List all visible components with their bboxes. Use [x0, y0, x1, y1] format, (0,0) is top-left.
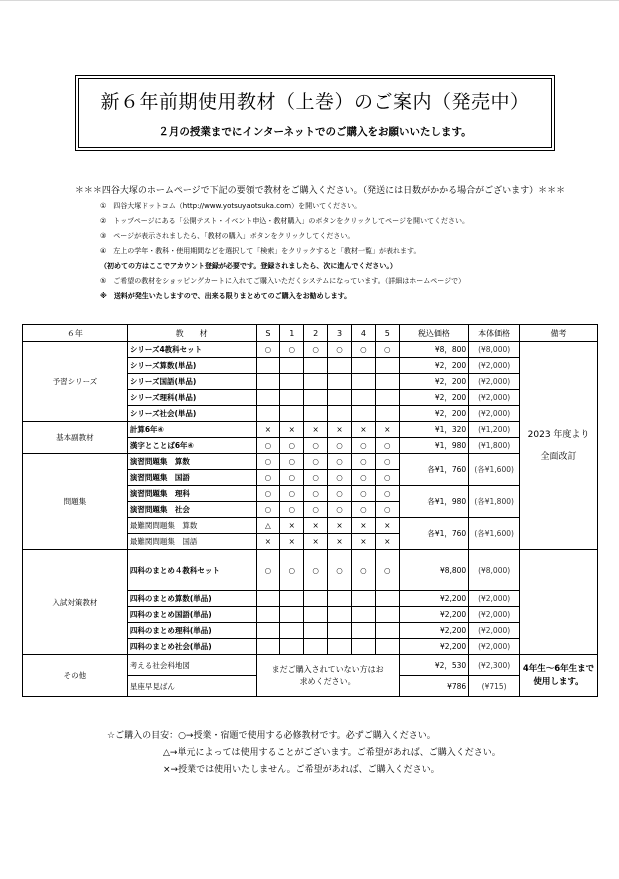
- mark-cell: ×: [351, 518, 375, 534]
- item-name: シリーズ算数(単品): [127, 358, 256, 374]
- mark-cell: ×: [328, 422, 352, 438]
- mark-cell: ×: [351, 534, 375, 550]
- mark-cell: [328, 358, 352, 374]
- mark-cell: ○: [375, 454, 399, 470]
- mark-cell: ○: [256, 550, 280, 591]
- step-number: ③: [100, 232, 107, 240]
- item-name: シリーズ4教科セット: [127, 342, 256, 358]
- mark-cell: [375, 639, 399, 655]
- step-item: [100, 259, 600, 274]
- mark-cell: [328, 406, 352, 422]
- group-label: 問題集: [23, 454, 128, 550]
- step-number: ※: [100, 292, 107, 300]
- header-price: 税込価格: [399, 325, 469, 342]
- top-border-line: [0, 0, 619, 1]
- tax-price: ¥1，980: [399, 438, 469, 454]
- mark-cell: ○: [280, 486, 304, 502]
- step-text: （初めての方はここでアカウント登録が必要です。登録されましたら、次に進んでください。）: [100, 262, 397, 270]
- header-material: 教 材: [127, 325, 256, 342]
- table-row: [23, 655, 598, 676]
- mark-cell: ×: [375, 518, 399, 534]
- purchase-guide-notes: [107, 728, 501, 779]
- mark-cell: ○: [328, 550, 352, 591]
- mark-cell: [280, 639, 304, 655]
- mark-cell: [280, 390, 304, 406]
- item-name: 演習問題集 国語: [127, 470, 256, 486]
- base-price: (各¥1,800): [469, 486, 520, 518]
- item-name: 星座早見ばん: [127, 676, 256, 697]
- tax-price: ¥8，800: [399, 342, 469, 358]
- table-row: [23, 550, 598, 591]
- mark-cell: [375, 623, 399, 639]
- mark-cell: [280, 374, 304, 390]
- mark-cell: [256, 390, 280, 406]
- item-name: 漢字とことば6年④: [127, 438, 256, 454]
- mark-cell: ○: [375, 342, 399, 358]
- base-price: (¥8,000): [469, 342, 520, 358]
- mark-cell: [256, 607, 280, 623]
- tax-price: 各¥1，980: [399, 486, 469, 518]
- mark-cell: ○: [328, 502, 352, 518]
- mark-cell: ×: [304, 534, 328, 550]
- mark-cell: ○: [351, 438, 375, 454]
- tax-price: ¥2,200: [399, 639, 469, 655]
- mark-cell: ×: [375, 534, 399, 550]
- base-price: (¥2,000): [469, 607, 520, 623]
- materials-table: [22, 324, 598, 697]
- mark-cell: [351, 390, 375, 406]
- mark-cell: [375, 591, 399, 607]
- mark-cell: [328, 591, 352, 607]
- table-row: [23, 422, 598, 438]
- note-line: ☆ご購入の目安：○→授業・宿題で使用する必修教材です。必ずご購入ください。: [107, 731, 436, 741]
- step-item: [100, 289, 600, 304]
- step-text: 左上の学年・教科・使用期間などを選択して「検索」をクリックすると「教材一覧」が表れます。: [113, 247, 421, 255]
- mark-cell: ○: [280, 470, 304, 486]
- tax-price: ¥1，320: [399, 422, 469, 438]
- mark-cell: [304, 607, 328, 623]
- item-name: 考える社会科地図: [127, 655, 256, 676]
- mark-cell: ○: [304, 550, 328, 591]
- mark-cell: [351, 591, 375, 607]
- item-name: 四科のまとめ国語(単品): [127, 607, 256, 623]
- group-label: 基本副教材: [23, 422, 128, 454]
- tax-price: 各¥1，760: [399, 518, 469, 550]
- mark-cell: [304, 390, 328, 406]
- mark-cell: ×: [351, 422, 375, 438]
- tax-price: ¥2，200: [399, 358, 469, 374]
- base-price: (¥715): [469, 676, 520, 697]
- item-name: 演習問題集 理科: [127, 486, 256, 502]
- mark-cell: [328, 623, 352, 639]
- mark-cell: ○: [280, 438, 304, 454]
- mark-cell: [375, 406, 399, 422]
- header-1: 1: [280, 325, 304, 342]
- header-base-price: 本体価格: [469, 325, 520, 342]
- step-number: ②: [100, 217, 107, 225]
- step-number: ④: [100, 247, 107, 255]
- remarks-cell: [520, 342, 598, 550]
- mark-cell: ○: [375, 502, 399, 518]
- base-price: (¥2,000): [469, 406, 520, 422]
- mark-cell: ○: [280, 342, 304, 358]
- item-name: シリーズ国語(単品): [127, 374, 256, 390]
- mark-cell: [280, 607, 304, 623]
- mark-cell: ×: [280, 422, 304, 438]
- step-text: ページが表示されましたら、「教材の購入」ボタンをクリックしてください。: [113, 232, 355, 240]
- step-text: トップページにある「公開テスト・イベント申込・教材購入」のボタンをクリックしてページを開いてください。: [113, 217, 469, 225]
- mark-cell: ×: [280, 518, 304, 534]
- mark-cell: ○: [328, 438, 352, 454]
- step-number: ①: [100, 202, 107, 210]
- mark-cell: ○: [351, 454, 375, 470]
- mark-cell: ○: [328, 454, 352, 470]
- mark-cell: ○: [256, 454, 280, 470]
- tax-price: ¥2,200: [399, 591, 469, 607]
- base-price: (¥2,000): [469, 639, 520, 655]
- tax-price: 各¥1，760: [399, 454, 469, 486]
- base-price: (各¥1,600): [469, 454, 520, 486]
- mark-cell: ○: [375, 486, 399, 502]
- mark-cell: [304, 623, 328, 639]
- mark-cell: ×: [256, 422, 280, 438]
- mark-cell: [351, 374, 375, 390]
- mark-cell: [280, 358, 304, 374]
- mark-cell: ○: [328, 342, 352, 358]
- mark-cell: ○: [256, 342, 280, 358]
- mark-cell: ○: [351, 342, 375, 358]
- remarks-text: 全面改訂: [540, 451, 577, 462]
- step-text: 四谷大塚ドットコム（http://www.yotsuyaotsuka.com）を開いてください。: [113, 202, 362, 210]
- base-price: (¥2,000): [469, 591, 520, 607]
- mark-cell: [256, 591, 280, 607]
- title-box: [75, 75, 555, 151]
- mark-cell: [256, 374, 280, 390]
- header-4: 4: [351, 325, 375, 342]
- remarks-grade-note: 4年生～6年生まで使用します。: [520, 655, 598, 697]
- mark-cell: ○: [328, 486, 352, 502]
- other-note: まだご購入されていない方はお求めください。: [256, 655, 399, 697]
- note-line: ×→授業では使用いたしません。ご希望があれば、ご購入ください。: [163, 765, 440, 775]
- mark-cell: ○: [256, 438, 280, 454]
- step-item: [100, 214, 600, 229]
- step-item: [100, 274, 600, 289]
- mark-cell: [280, 406, 304, 422]
- step-item: [100, 244, 600, 259]
- item-name: 最難関問題集 国語: [127, 534, 256, 550]
- item-name: シリーズ理科(単品): [127, 390, 256, 406]
- note-line: △→単元によっては使用することがございます。ご希望があれば、ご購入ください。: [163, 748, 501, 758]
- mark-cell: ○: [304, 342, 328, 358]
- step-text: 送料が発生いたしますので、出来る限りまとめてのご購入をお勧めします。: [113, 292, 352, 300]
- table-header-row: [23, 325, 598, 342]
- item-name: 計算6年④: [127, 422, 256, 438]
- mark-cell: [375, 607, 399, 623]
- mark-cell: ○: [328, 470, 352, 486]
- mark-cell: [328, 607, 352, 623]
- tax-price: ¥8,800: [399, 550, 469, 591]
- item-name: 四科のまとめ社会(単品): [127, 639, 256, 655]
- header-remarks: 備考: [520, 325, 598, 342]
- mark-cell: [351, 623, 375, 639]
- tax-price: ¥2,200: [399, 623, 469, 639]
- mark-cell: [328, 639, 352, 655]
- group-label: 入試対策教材: [23, 550, 128, 655]
- mark-cell: ○: [351, 486, 375, 502]
- mark-cell: ○: [351, 502, 375, 518]
- base-price: (各¥1,600): [469, 518, 520, 550]
- mark-cell: ○: [304, 486, 328, 502]
- group-label: 予習シリーズ: [23, 342, 128, 422]
- mark-cell: [304, 374, 328, 390]
- mark-cell: ○: [280, 550, 304, 591]
- mark-cell: ×: [304, 518, 328, 534]
- mark-cell: ○: [256, 486, 280, 502]
- base-price: (¥2,300): [469, 655, 520, 676]
- mark-cell: ○: [256, 502, 280, 518]
- mark-cell: [280, 623, 304, 639]
- step-number: ⑤: [100, 277, 107, 285]
- mark-cell: ×: [328, 534, 352, 550]
- item-name: 最難関問題集 算数: [127, 518, 256, 534]
- group-label: その他: [23, 655, 128, 697]
- tax-price: ¥2,200: [399, 607, 469, 623]
- mark-cell: ○: [256, 470, 280, 486]
- remarks-text: 2023 年度より: [527, 429, 590, 440]
- base-price: (¥1,800): [469, 438, 520, 454]
- mark-cell: [304, 358, 328, 374]
- mark-cell: [304, 406, 328, 422]
- mark-cell: ○: [304, 454, 328, 470]
- mark-cell: ○: [280, 502, 304, 518]
- mark-cell: [304, 591, 328, 607]
- mark-cell: ○: [280, 454, 304, 470]
- mark-cell: [256, 358, 280, 374]
- mark-cell: ○: [351, 470, 375, 486]
- base-price: (¥2,000): [469, 358, 520, 374]
- item-name: 四科のまとめ理科(単品): [127, 623, 256, 639]
- header-grade: ６年: [23, 325, 128, 342]
- header-2: 2: [304, 325, 328, 342]
- mark-cell: △: [256, 518, 280, 534]
- header-s: S: [256, 325, 280, 342]
- base-price: (¥2,000): [469, 390, 520, 406]
- item-name: 演習問題集 算数: [127, 454, 256, 470]
- mark-cell: ○: [304, 438, 328, 454]
- tax-price: ¥2，530: [399, 655, 469, 676]
- tax-price: ¥2，200: [399, 374, 469, 390]
- item-name: シリーズ社会(単品): [127, 406, 256, 422]
- base-price: (¥2,000): [469, 623, 520, 639]
- mark-cell: [375, 358, 399, 374]
- header-3: 3: [328, 325, 352, 342]
- remarks-cell-empty: [520, 550, 598, 655]
- mark-cell: [375, 390, 399, 406]
- mark-cell: ×: [328, 518, 352, 534]
- table-row: [23, 454, 598, 470]
- header-5: 5: [375, 325, 399, 342]
- mark-cell: [328, 390, 352, 406]
- mark-cell: [351, 358, 375, 374]
- item-name: 四科のまとめ算数(単品): [127, 591, 256, 607]
- mark-cell: [280, 591, 304, 607]
- mark-cell: [351, 607, 375, 623]
- mark-cell: ○: [375, 470, 399, 486]
- mark-cell: ○: [304, 502, 328, 518]
- base-price: (¥2,000): [469, 374, 520, 390]
- base-price: (¥8,000): [469, 550, 520, 591]
- step-text: ご希望の教材をショッピングカートに入れてご購入いただくシステムになっています。（詳細はホームページで）: [113, 277, 466, 285]
- mark-cell: ○: [375, 550, 399, 591]
- table-row: [23, 342, 598, 358]
- base-price: (¥1,200): [469, 422, 520, 438]
- page-title: 新６年前期使用教材（上巻）のご案内（発売中）: [100, 91, 530, 113]
- page-subtitle: ２月の授業までにインターネットでのご購入をお願いいたします。: [158, 126, 472, 138]
- mark-cell: ○: [351, 550, 375, 591]
- mark-cell: [351, 639, 375, 655]
- mark-cell: [351, 406, 375, 422]
- mark-cell: [256, 623, 280, 639]
- mark-cell: ○: [304, 470, 328, 486]
- mark-cell: ×: [375, 422, 399, 438]
- mark-cell: ○: [375, 438, 399, 454]
- mark-cell: [256, 406, 280, 422]
- step-item: [100, 199, 600, 214]
- tax-price: ¥786: [399, 676, 469, 697]
- step-item: [100, 229, 600, 244]
- item-name: 四科のまとめ４教科セット: [127, 550, 256, 591]
- intro-text: ＊＊＊四谷大塚のホームページで下記の要領で教材をご購入ください。（発送には日数がかかる場合がございます）＊＊＊: [74, 186, 566, 196]
- mark-cell: [304, 639, 328, 655]
- mark-cell: [375, 374, 399, 390]
- mark-cell: ×: [304, 422, 328, 438]
- step-list: [100, 199, 600, 304]
- tax-price: ¥2，200: [399, 406, 469, 422]
- mark-cell: ×: [280, 534, 304, 550]
- tax-price: ¥2，200: [399, 390, 469, 406]
- mark-cell: [328, 374, 352, 390]
- mark-cell: ×: [256, 534, 280, 550]
- item-name: 演習問題集 社会: [127, 502, 256, 518]
- mark-cell: [256, 639, 280, 655]
